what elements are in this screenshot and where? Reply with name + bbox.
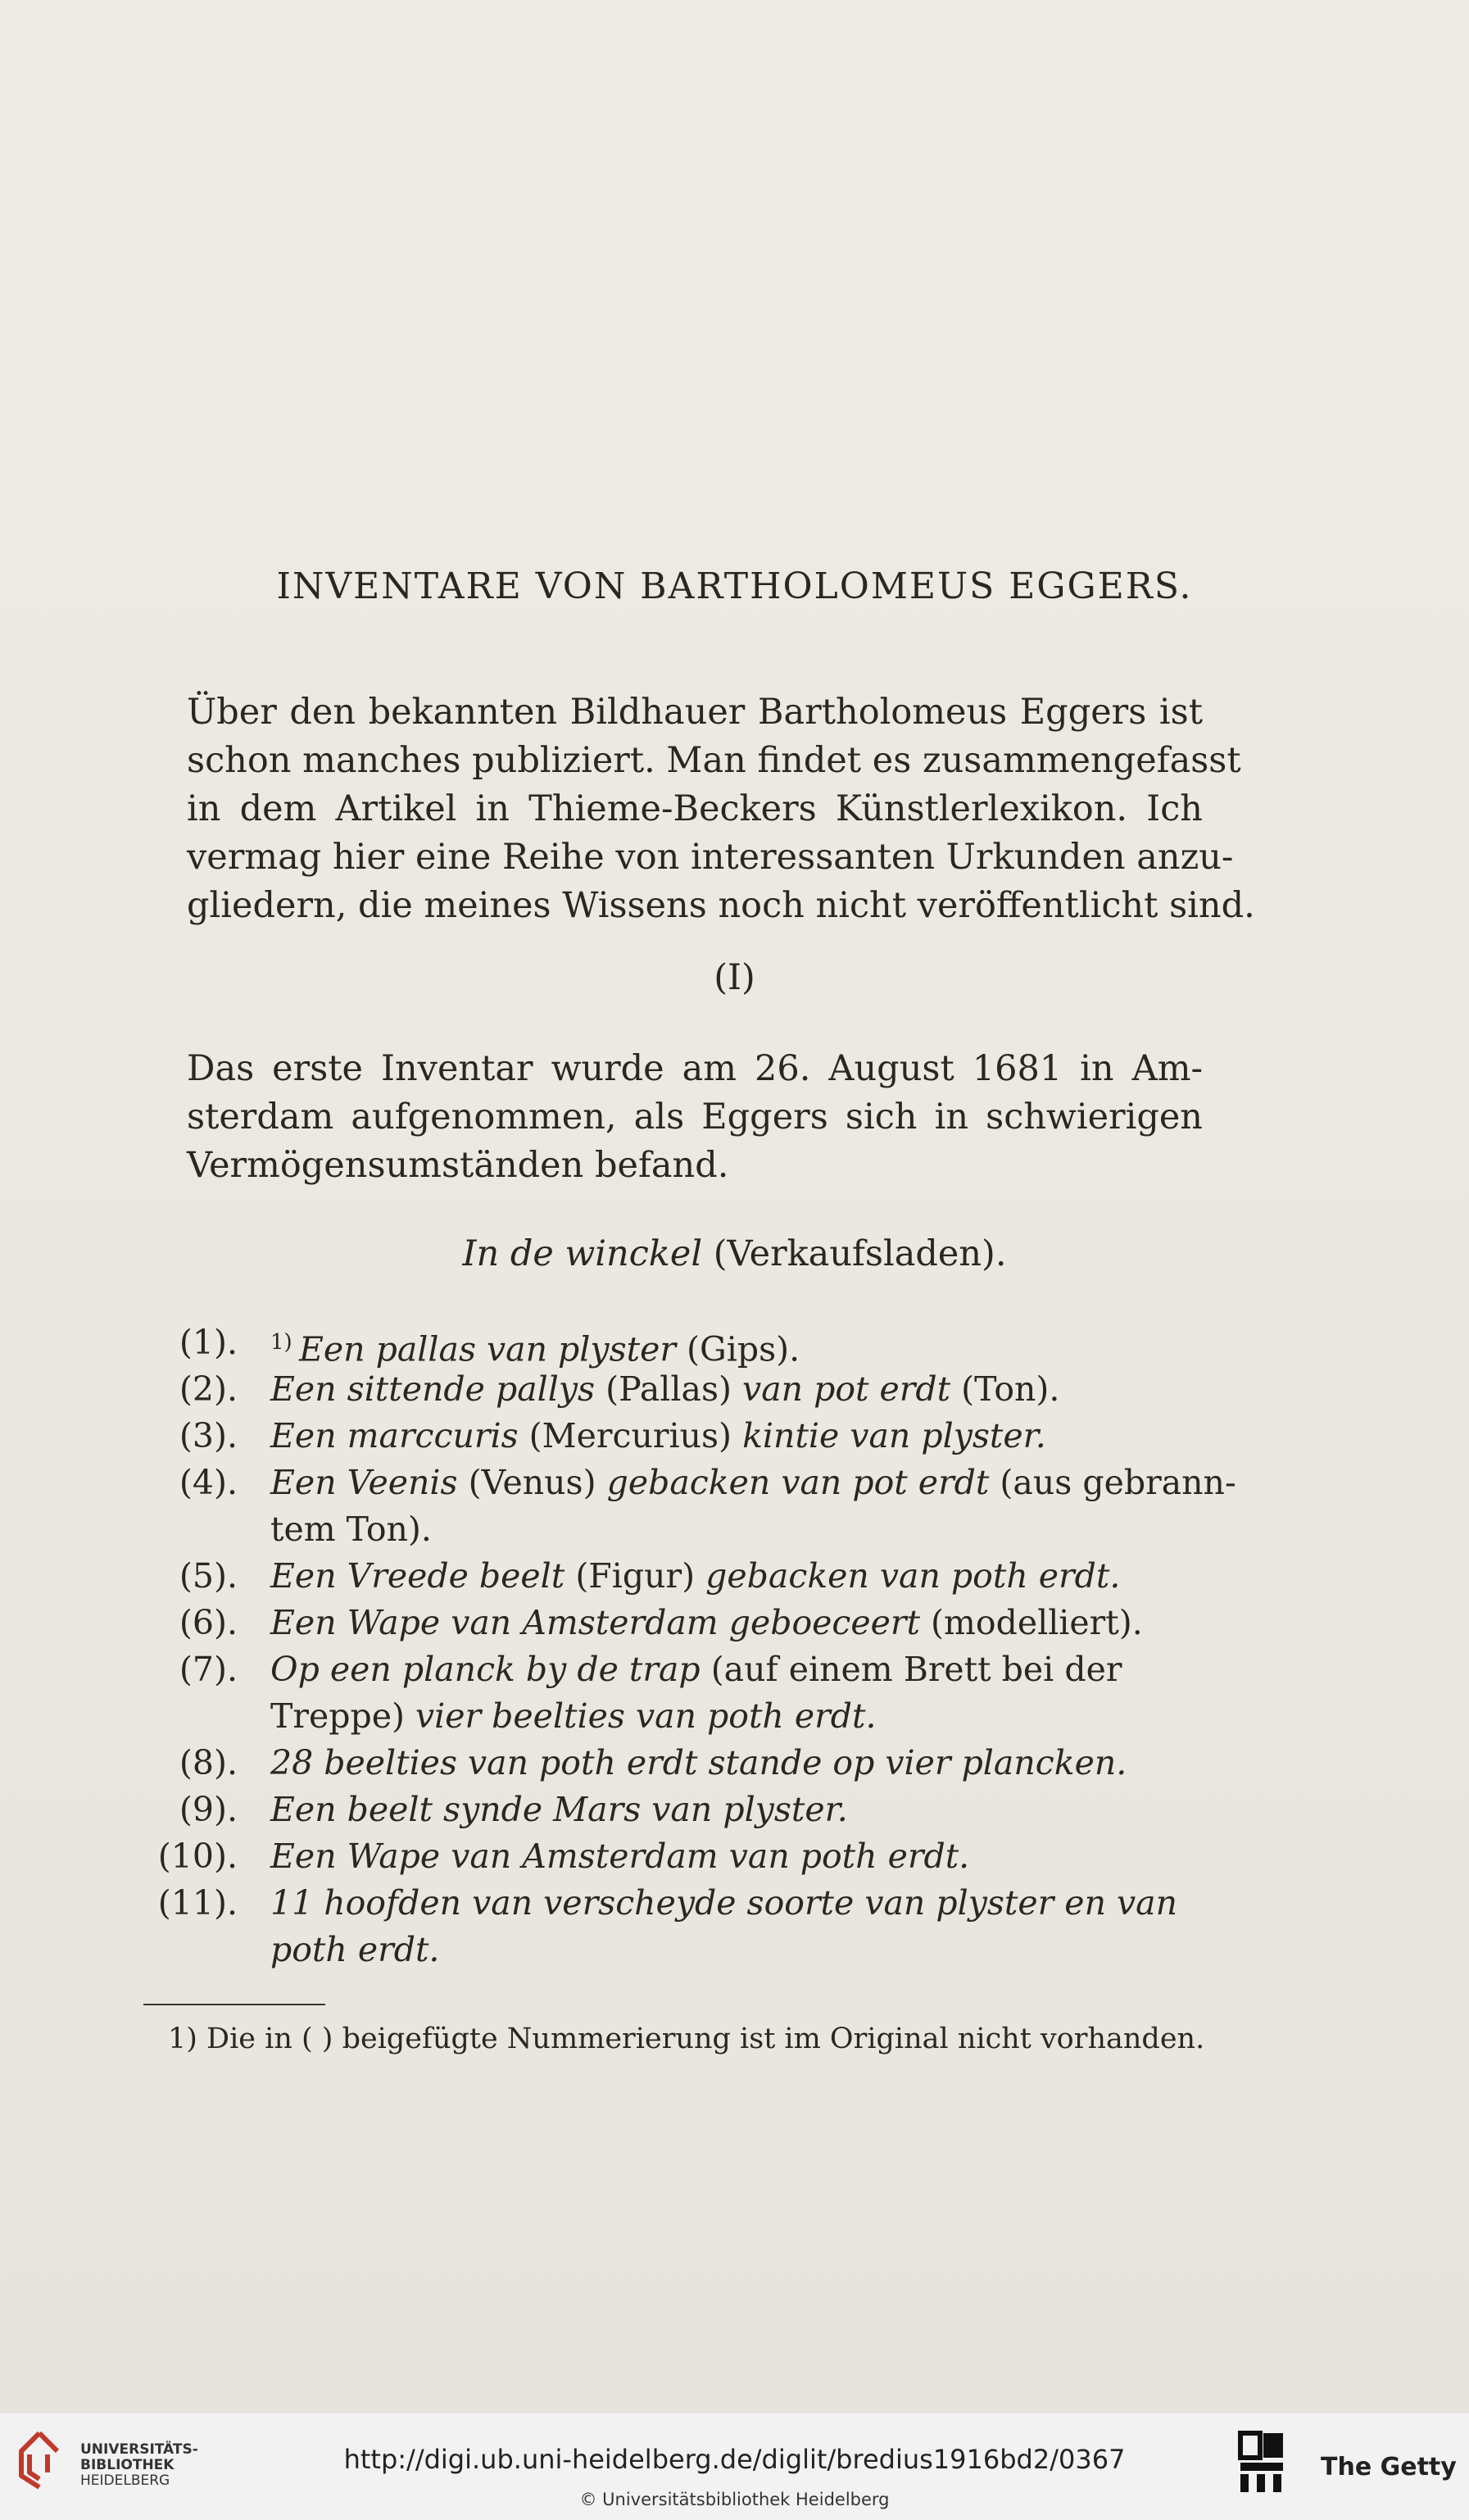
subheading-italic: In de winckel (462, 1233, 703, 1274)
item-text (270, 1880, 1213, 1927)
subheading (0, 1233, 1469, 1274)
item-text (270, 1600, 1213, 1646)
item-number: (9). (179, 1790, 238, 1829)
item-number: (5). (179, 1556, 238, 1596)
source-url-link[interactable]: http://digi.ub.uni-heidelberg.de/diglit/bredius1916bd2/0367 (343, 2444, 1126, 2475)
footnote-rule (143, 2004, 325, 2005)
item-plain-text: (Gips). (675, 1329, 800, 1369)
section-number: (I) (714, 957, 755, 998)
item-number: (10). (157, 1837, 238, 1876)
item-plain-text: (Pallas) (595, 1369, 743, 1409)
item-plain-text: tem Ton). (270, 1510, 432, 1549)
item-text (270, 1460, 1236, 1506)
item-text (270, 1553, 1213, 1600)
item-plain-text: (Figur) (564, 1556, 706, 1596)
item-text (270, 1413, 1213, 1460)
item-number: (3). (179, 1416, 238, 1455)
item-plain-text: (Mercurius) (518, 1416, 743, 1455)
page-title: INVENTARE VON BARTHOLOMEUS EGGERS. (276, 565, 1193, 607)
getty-name: The Getty (1321, 2453, 1457, 2481)
item-italic-text: Een marccuris (270, 1416, 519, 1455)
copyright-text: © Universitätsbibliothek Heidelberg (579, 2490, 890, 2509)
item-italic-text: poth erdt. (270, 1930, 440, 1969)
footnote: 1) Die in ( ) beigefügte Nummerierung ist im Original nicht vorhanden. (168, 2023, 1205, 2055)
item-italic-text: gebacken van pot erdt (606, 1463, 990, 1502)
item-number: (4). (179, 1463, 238, 1502)
item-plain-text: (Ton). (950, 1369, 1060, 1409)
item-number: (11). (157, 1883, 238, 1923)
item-number: (7). (179, 1650, 238, 1689)
section-line: sterdam aufgenommen, als Eggers sich in schwierigen (187, 1097, 1203, 1137)
item-italic-text: vier beelties van poth erdt. (415, 1696, 877, 1736)
getty-logo-icon (1237, 2430, 1286, 2495)
item-text-continuation (270, 1693, 1213, 1740)
item-text (270, 1833, 1213, 1880)
intro-line: schon manches publiziert. Man findet es zusammengefasst (187, 740, 1241, 781)
item-number: (2). (179, 1369, 238, 1409)
item-italic-text: Een Veenis (270, 1463, 458, 1502)
item-italic-text: gebacken van poth erdt. (705, 1556, 1121, 1596)
item-plain-text: (aus gebrann- (989, 1463, 1236, 1502)
item-text (270, 1787, 1213, 1833)
item-text-continuation (270, 1506, 1213, 1553)
section-paragraph (187, 1045, 1203, 1190)
item-italic-text: Een Wape van Amsterdam van poth erdt. (270, 1837, 970, 1876)
item-number: (8). (179, 1743, 238, 1782)
item-plain-text: Treppe) (270, 1696, 415, 1736)
item-text-continuation (270, 1927, 1213, 1973)
subheading-plain: (Verkaufsladen). (702, 1233, 1007, 1274)
item-number: (6). (179, 1603, 238, 1642)
item-italic-text: Op een planck by de trap (270, 1650, 700, 1689)
intro-line: in dem Artikel in Thieme-Beckers Künstlerlexikon. Ich (187, 788, 1203, 829)
footnote-marker: 1) (270, 1330, 299, 1355)
item-italic-text: van pot erdt (742, 1369, 951, 1409)
item-plain-text: (modelliert). (919, 1603, 1143, 1642)
item-plain-text: (Venus) (457, 1463, 607, 1502)
intro-line: vermag hier eine Reihe von interessanten Urkunden anzu- (187, 837, 1234, 878)
item-text (270, 1646, 1213, 1693)
item-italic-text: 28 beelties van poth erdt stande op vier plancken. (270, 1743, 1127, 1782)
item-italic-text: Een Vreede beelt (270, 1556, 565, 1596)
section-line: Das erste Inventar wurde am 26. August 1681 in Am- (187, 1048, 1203, 1089)
item-plain-text: (auf einem Brett bei der (700, 1650, 1122, 1689)
item-italic-text: Een pallas van plyster (298, 1329, 676, 1369)
intro-line: gliedern, die meines Wissens noch nicht veröffentlicht sind. (187, 885, 1255, 926)
intro-paragraph (187, 688, 1255, 930)
intro-line: Über den bekannten Bildhauer Bartholomeus Eggers ist (187, 692, 1203, 733)
item-italic-text: Een beelt synde Mars van plyster. (270, 1790, 848, 1829)
item-italic-text: kintie van plyster. (742, 1416, 1046, 1455)
section-line: Vermögensumständen befand. (187, 1145, 729, 1186)
university-library-name: UNIVERSITÄTS- BIBLIOTHEK HEIDELBERG (80, 2441, 198, 2489)
item-number: (1). (179, 1323, 238, 1362)
item-text (270, 1366, 1213, 1413)
item-italic-text: 11 hoofden van verscheyde soorte van plyster en van (270, 1883, 1178, 1923)
item-text (270, 1740, 1213, 1787)
item-italic-text: Een Wape van Amsterdam geboeceert (270, 1603, 920, 1642)
item-text (270, 1319, 1213, 1374)
item-italic-text: Een sittende pallys (270, 1369, 596, 1409)
